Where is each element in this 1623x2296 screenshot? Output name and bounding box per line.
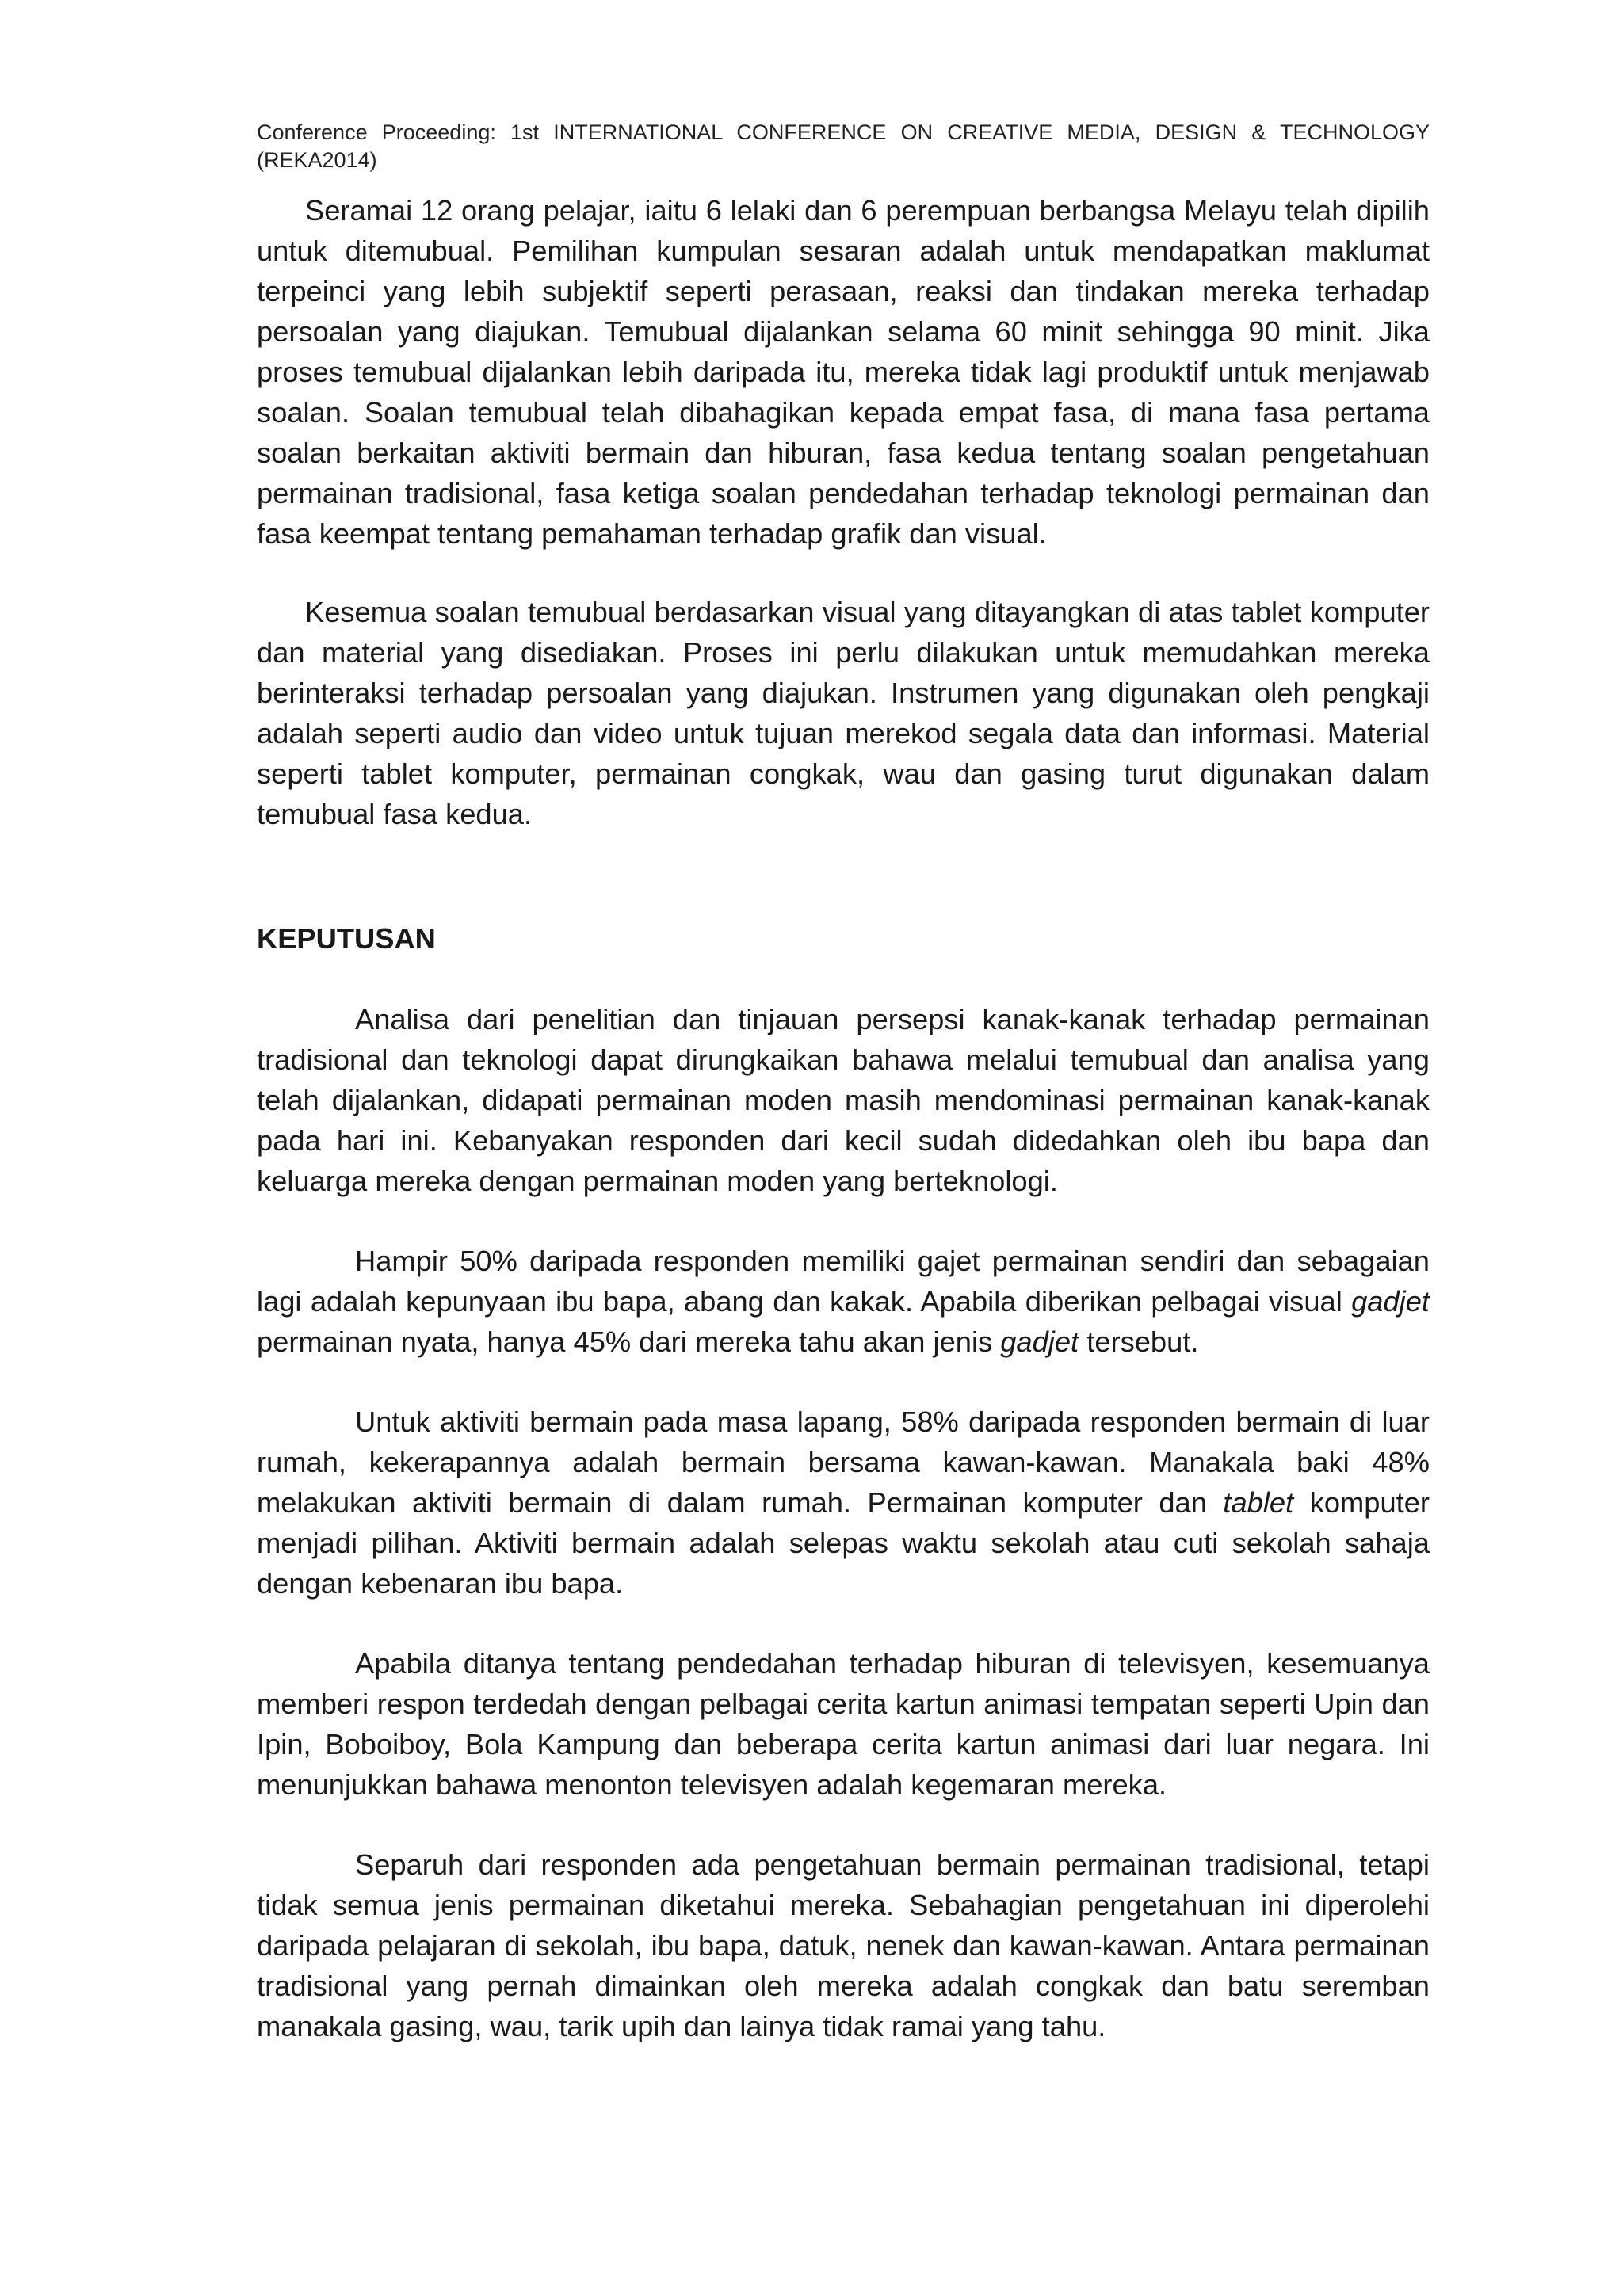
italic-term: gadjet — [1351, 1285, 1430, 1318]
document-body — [257, 190, 1430, 2046]
paragraph-interview-participants: Seramai 12 orang pelajar, iaitu 6 lelaki dan 6 perempuan berbangsa Melayu telah dipilih untuk ditemubual. Pemilihan kumpulan sesaran adalah untuk mendapatkan maklumat terpeinci yang lebih subjektif seperti perasaan, reaksi dan tindakan mereka terhadap persoalan yang diajukan. Temubual dijalankan selama 60 minit sehingga 90 minit. Jika proses temubual dijalankan lebih daripada itu, mereka tidak lagi produktif untuk menjawab soalan. Soalan temubual telah dibahagikan kepada empat fasa, di mana fasa pertama soalan berkaitan aktiviti bermain dan hiburan, fasa kedua tentang soalan pengetahuan permainan tradisional, fasa ketiga soalan pendedahan terhadap teknologi permainan dan fasa keempat tentang pemahaman terhadap grafik dan visual. — [257, 194, 1430, 550]
italic-term: gadjet — [1000, 1325, 1079, 1358]
text-run: permainan nyata, hanya 45% dari mereka tahu akan jenis — [257, 1325, 1001, 1358]
paragraph-gadget-ownership — [257, 1241, 1430, 1362]
section-heading-keputusan: KEPUTUSAN — [257, 922, 436, 955]
running-header: Conference Proceeding: 1st INTERNATIONAL CONFERENCE ON CREATIVE MEDIA, DESIGN & TECHNOLOGY (REKA2014) — [257, 120, 1430, 172]
paragraph-television-exposure: Apabila ditanya tentang pendedahan terhadap hiburan di televisyen, kesemuanya memberi respon terdedah dengan pelbagai cerita kartun animasi tempatan seperti Upin dan Ipin, Boboiboy, Bola Kampung dan beberapa cerita kartun animasi dari luar negara. Ini menunjukkan bahawa menonton televisyen adalah kegemaran mereka. — [257, 1647, 1430, 1801]
text-run: tersebut. — [1079, 1325, 1199, 1358]
text-run: Untuk aktiviti bermain pada masa lapang, 58% daripada responden bermain di luar rumah, kekerapannya adalah bermain bersama kawan-kawan. Manakala baki 48% melakukan aktiviti bermain di dalam rumah. Permainan komputer dan — [257, 1405, 1430, 1519]
paragraph-traditional-games-knowledge: Separuh dari responden ada pengetahuan bermain permainan tradisional, tetapi tidak semua jenis permainan diketahui mereka. Sebahagian pengetahuan ini diperolehi daripada pelajaran di sekolah, ibu bapa, datuk, nenek dan kawan-kawan. Antara permainan tradisional yang pernah dimainkan oleh mereka adalah congkak dan batu seremban manakala gasing, wau, tarik upih dan lainya tidak ramai yang tahu. — [257, 1848, 1430, 2042]
paragraph-analysis-summary: Analisa dari penelitian dan tinjauan persepsi kanak-kanak terhadap permainan tradisional dan teknologi dapat dirungkaikan bahawa melalui temubual dan analisa yang telah dijalankan, didapati permainan moden masih mendominasi permainan kanak-kanak pada hari ini. Kebanyakan responden dari kecil sudah didedahkan oleh ibu bapa dan keluarga mereka dengan permainan moden yang berteknologi. — [257, 1003, 1430, 1197]
italic-term: tablet — [1223, 1486, 1294, 1519]
paragraph-leisure-activities — [257, 1402, 1430, 1604]
text-run: Hampir 50% daripada responden memiliki gajet permainan sendiri dan sebagaian lagi adalah kepunyaan ibu bapa, abang dan kakak. Apabila diberikan pelbagai visual — [257, 1245, 1430, 1318]
paragraph-interview-materials: Kesemua soalan temubual berdasarkan visual yang ditayangkan di atas tablet komputer dan material yang disediakan. Proses ini perlu dilakukan untuk memudahkan mereka berinteraksi terhadap persoalan yang diajukan. Instrumen yang digunakan oleh pengkaji adalah seperti audio dan video untuk tujuan merekod segala data dan informasi. Material seperti tablet komputer, permainan congkak, wau dan gasing turut digunakan dalam temubual fasa kedua. — [257, 596, 1430, 830]
text-run: komputer menjadi pilihan. Aktiviti bermain adalah selepas waktu sekolah atau cuti sekolah sahaja dengan kebenaran ibu bapa. — [257, 1486, 1430, 1600]
